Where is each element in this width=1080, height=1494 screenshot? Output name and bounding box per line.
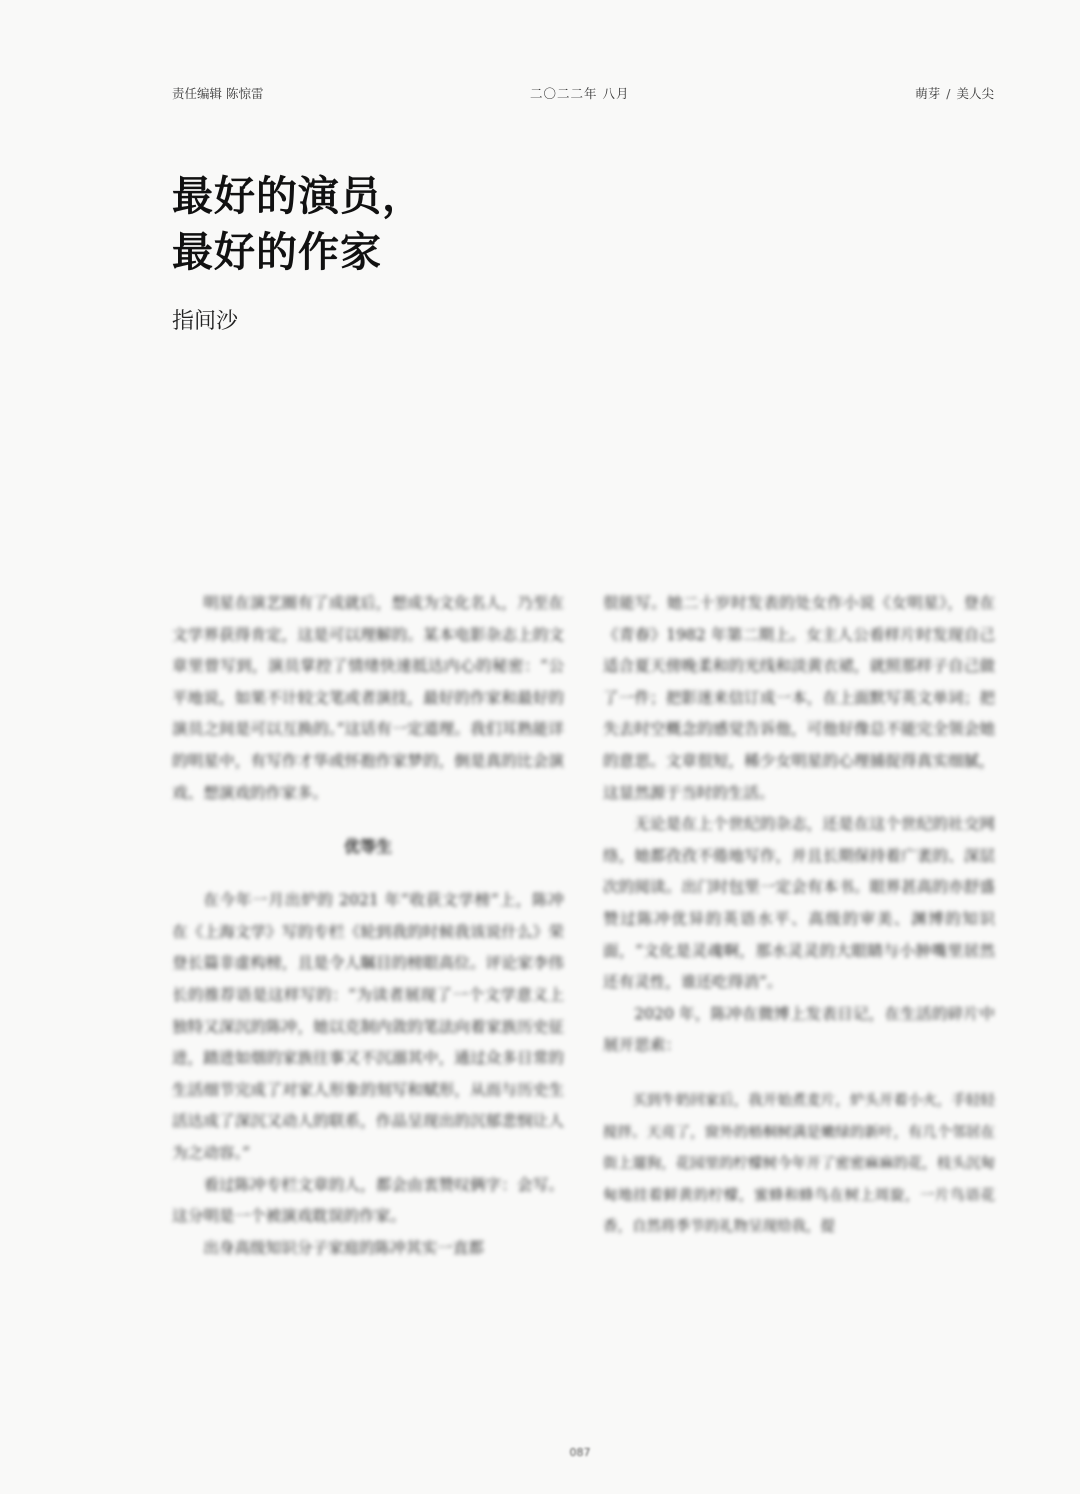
paragraph: 很能写。她二十岁时发表的处女作小说《女明星》，登在《青春》1982 年第二期上。女主人公看样片时发现自己适合夏天傍晚柔和的光线和淡黄衣裙，就照那样子自己做了一件；把影迷来信订成一本，在上面默写英文单词；把失去时空概念的感觉告诉他，可他好像总不能完全领会她的意思。文章很短，稀少女明星的心理捕捉得真实细腻，这显然源于当时的生活。 — [603, 594, 995, 802]
section-label — [915, 84, 994, 102]
paragraph: 出身高级知识分子家庭的陈冲其实一直都 — [203, 1238, 484, 1257]
running-header — [172, 84, 994, 104]
paragraph: 看过陈冲专栏文章的人，都会由衷赞叹俩字：会写。这分明是一个被演戏耽误的作家。 — [172, 1175, 564, 1226]
magazine-name: 萌芽 — [915, 86, 941, 101]
paragraph: 2020 年，陈冲在微博上发表日记，在生活的碎片中展开思索： — [603, 1004, 995, 1055]
body-column-right — [603, 588, 995, 1244]
paragraph: 明星在演艺圈有了成就后，想成为文化名人，乃至在文学界获得肯定，这是可以理解的。某本电影杂志上的文章里曾写到，演员掌控了情绪快速抵达内心的秘密：“公平地说，如果不计较文笔或者演技，最好的作家和最好的演员之间是可以互换的。”这话有一定道理。我们耳熟能详的明星中，有写作才华或怀抱作家梦的，倒是真的比会演戏、想演戏的作家多。 — [172, 594, 564, 802]
paragraph: 在今年一月出炉的 2021 年“收获文学榜”上，陈冲在《上海文学》写的专栏《轮到我的时候我该说什么》荣登长篇非虚构榜，且是令人瞩目的榜眼高位。评论家李伟长的推荐语是这样写的：“为读者展现了一个文学意义上独特又深沉的陈冲，她以克制内敛的笔法向着家族历史征进，踏进如烟的家族往事又不沉溺其中，通过众多日常的生活细节完成了对家人形象的刻写和赋形，从而与历史生活达成了深沉又动人的联系，作品呈现出的沉郁悲悯让人为之动容。” — [172, 891, 564, 1162]
header-separator: / — [946, 86, 951, 101]
column-name: 美人尖 — [956, 86, 994, 101]
editor-credit: 责任编辑 陈惊雷 — [172, 86, 264, 101]
author-name: 指间沙 — [172, 309, 239, 334]
diary-quote: 买到牛奶回家后，我开始煮麦片，炉头开着小火，手轻轻搅拌。天亮了，窗外的梧桐树满是嫩绿的新叶，有几个邻居在街上遛狗，花园里的柠檬树今年开了密密麻麻的花，枝头沉甸甸地挂着鲜黄的柠檬，蜜蜂和蜂鸟在树上周旋，一片鸟语花香，自然将季节的礼物呈现给我，提 — [603, 1092, 995, 1236]
page-number: 087 — [569, 1446, 591, 1459]
article-title — [172, 168, 424, 280]
title-line-1: 最好的演员， — [172, 172, 424, 220]
section-heading: 优等生 — [343, 837, 392, 857]
title-line-2: 最好的作家 — [172, 228, 382, 276]
paragraph: 无论是在上个世纪的杂志，还是在这个世纪的社交网络，她都孜孜不倦地写作，并且长期保持着广袤的、深层次的阅读。出门时包里一定会有本书。眼界甚高的亦舒盛赞过陈冲优异的英语水平、高级的审美、渊博的知识面，“文化是灵魂啊，那水灵灵的大眼睛与小肿嘴里居然还有灵性，谁还吃得消”。 — [603, 815, 995, 992]
body-column-left — [172, 588, 564, 1264]
issue-date: 二〇二二年 八月 — [530, 86, 630, 101]
